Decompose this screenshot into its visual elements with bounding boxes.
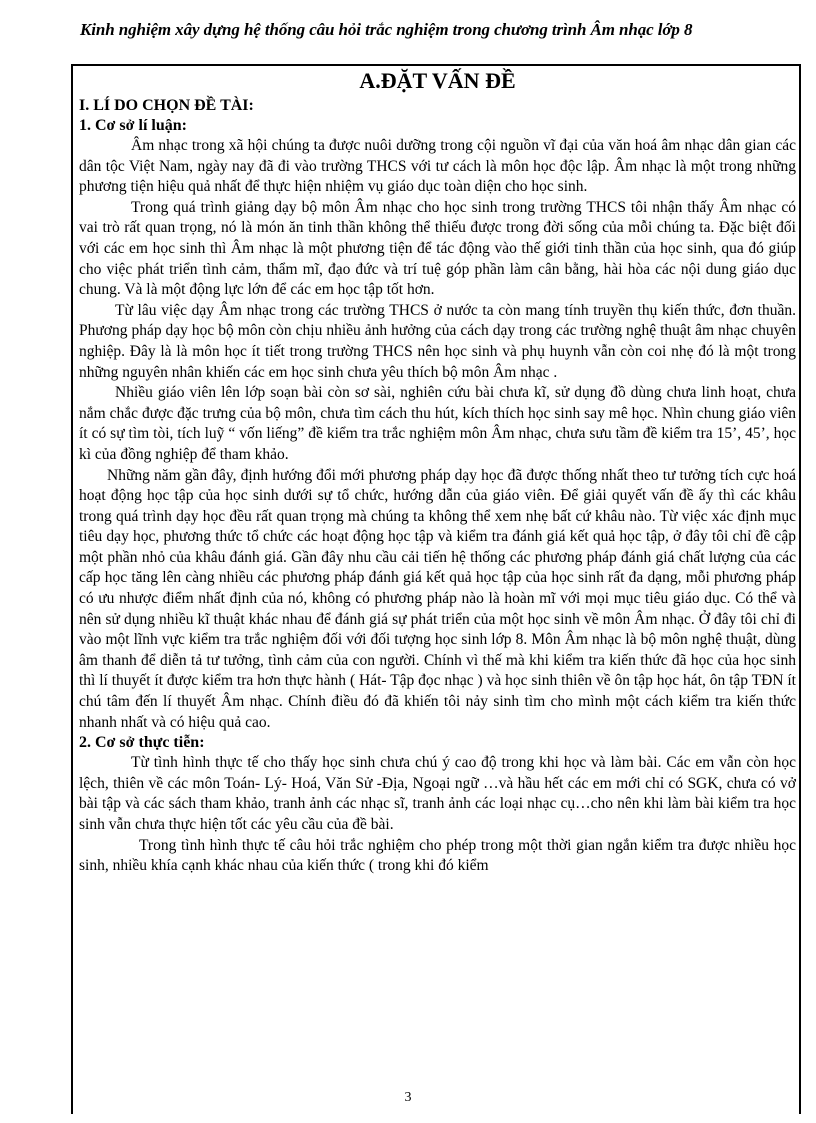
page-number: 3 [404, 1090, 412, 1105]
running-header: Kinh nghiệm xây dựng hệ thống câu hỏi trắc nghiệm trong chương trình Âm nhạc lớp 8 [80, 20, 693, 39]
paragraph-4: Nhiều giáo viên lên lớp soạn bài còn sơ sài, nghiên cứu bài chưa kĩ, sử dụng đồ dùng chưa linh hoạt, chưa nắm chắc được đặc trưng của bộ môn, chưa tìm cách thu hút, kích thích học sinh say mê học. Nhìn chung giáo viên ít có sự tìm tòi, tích luỹ “ vốn liếng” đề kiểm tra trắc nghiệm môn Âm nhạc, chưa sưu tầm đề kiểm tra 15’, 45’, học kì của đồng nghiệp để tham khảo. [79, 384, 796, 463]
paragraph-6: Từ tình hình thực tế cho thấy học sinh chưa chú ý cao độ trong khi học và làm bài. Các em vẫn còn học lệch, thiên về các môn Toán- Lý- Hoá, Văn Sử -Địa, Ngoại ngữ …và hầu hết các em mới chỉ có SGK, chưa có vở bài tập và các sách tham khảo, tranh ảnh các nhạc sĩ, tranh ảnh các loại nhạc cụ…cho nên khi làm bài kiểm tra học sinh vẫn chưa thực hiện tốt các yêu cầu của đề bài. [79, 754, 796, 833]
paragraph-2: Trong quá trình giảng dạy bộ môn Âm nhạc cho học sinh trong trường THCS tôi nhận thấy Âm nhạc có vai trò rất quan trọng, nó là món ăn tinh thần không thể thiếu được trong đời sống của mỗi chúng ta. Đặc biệt đối với các em học sinh thì Âm nhạc là một phương tiện để tác động vào thế giới tinh thần của học sinh, qua đó giúp cho việc phát triển tình cảm, thẩm mĩ, đạo đức và trí tuệ góp phần làm cân bằng, hài hòa các nội dung giáo dục chung. Và là một động lực lớn để các em học tập tốt hơn. [79, 198, 796, 299]
paragraph-3: Từ lâu việc dạy Âm nhạc trong các trường THCS ở nước ta còn mang tính truyền thụ kiến thức, đơn thuần. Phương pháp dạy học bộ môn còn chịu nhiều ảnh hưởng của cách dạy trong các trường nghệ thuật âm nhạc chuyên nghiệp. Đây là là môn học ít tiết trong trường THCS nên học sinh và phụ huynh vẫn còn coi nhẹ đó là một trong những nguyên nhân khiến các em học sinh chưa yêu thích bộ môn Âm nhạc . [79, 301, 796, 381]
paragraph-7: Trong tình hình thực tế câu hỏi trắc nghiệm cho phép trong một thời gian ngắn kiểm tra được nhiều học sinh, nhiều khía cạnh khác nhau của kiến thức ( trong khi đó kiểm [79, 836, 796, 875]
section-title: A.ĐẶT VẤN ĐỀ [359, 68, 516, 93]
paragraph-1: Âm nhạc trong xã hội chúng ta được nuôi dưỡng trong cội nguồn vĩ đại của văn hoá âm nhạc dân gian các dân tộc Việt Nam, ngày nay đã đi vào trường THCS với tư cách là môn học độc lập. Âm nhạc là một trong những phương tiện hiệu quả nhất để thực hiện nhiệm vụ giáo dục toàn diện cho học sinh. [79, 137, 796, 196]
heading-reason: I. LÍ DO CHỌN ĐỀ TÀI: [79, 97, 254, 114]
subheading-practice: 2. Cơ sở thực tiễn: [79, 734, 205, 752]
paragraph-5: Những năm gần đây, định hướng đổi mới phương pháp dạy học đã được thống nhất theo tư tưởng tích cực hoá hoạt động học tập của học sinh dưới sự tổ chức, hướng dẫn của giáo viên. Để giải quyết vấn đề ấy thì các khâu trong quá trình dạy học đều rất quan trọng mà chúng ta không thể xem nhẹ bất cứ khâu nào. Từ việc xác định mục tiêu dạy học, phương thức tổ chức các hoạt động học tập và kiểm tra đánh giá kết quả học tập, ở đây tôi chỉ đề cập một phần nhỏ của khâu đánh giá. Gần đây nhu cầu cải tiến hệ thống các phương pháp đánh giá chất lượng của các cấp học tăng lên càng nhiều các phương pháp đánh giá kết quả học tập của học sinh rất đa dạng, mỗi phương pháp có ưu nhược điểm nhất định của nó, không có phương pháp nào là hoàn mĩ với mọi mục tiêu giáo dục. Có thể và nên sử dụng nhiều kĩ thuật khác nhau để đánh giá sự phát triển của một học sinh về môn Âm nhạc. Ở đây tôi chỉ đi vào một lĩnh vực kiểm tra trắc nghiệm đối với đối tượng học sinh lớp 8. Môn Âm nhạc là bộ môn nghệ thuật, dùng âm thanh để diễn tả tư tưởng, tình cảm của con người. Chính vì thế mà khi kiểm tra kiến thức đã học của học sinh thì lí thuyết ít được kiểm tra hơn thực hành ( Hát- Tập đọc nhạc ) và học sinh thiên về ôn tập học hát, ôn tập TĐN ít chú tâm đến lí thuyết Âm nhạc. Chính điều đó đã khiến tôi nảy sinh tìm cho mình một cách kiểm tra kiến thức nhanh nhất và có hiệu quả cao. [79, 466, 796, 731]
document-body [79, 68, 796, 877]
subheading-theory: 1. Cơ sở lí luận: [79, 117, 187, 134]
